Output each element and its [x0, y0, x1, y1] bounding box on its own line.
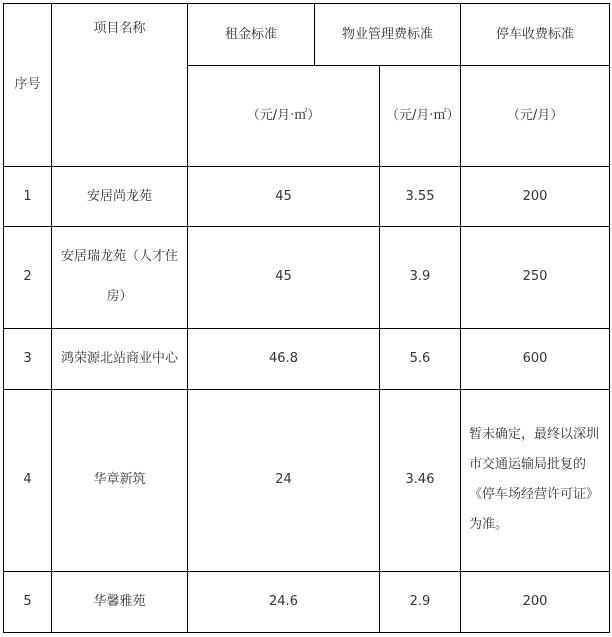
row-property-fee: 2.9	[380, 571, 461, 632]
row-property-fee: 3.55	[380, 167, 461, 227]
row-index: 3	[4, 328, 52, 389]
table-row	[4, 328, 610, 389]
header-row-top	[4, 4, 610, 66]
row-index: 5	[4, 571, 52, 632]
header-rent: 租金标准	[188, 4, 315, 66]
row-parking-fee: 暂未确定，最终以深圳市交通运输局批复的《停车场经营许可证》为准。	[461, 389, 610, 571]
header-parking-unit: （元/月）	[461, 66, 610, 167]
row-rent: 24.6	[188, 571, 380, 632]
row-project-name: 安居尚龙苑	[52, 167, 188, 227]
row-project-name: 安居瑞龙苑（人才住房）	[52, 227, 188, 328]
row-rent: 46.8	[188, 328, 380, 389]
row-rent: 45	[188, 227, 380, 328]
row-parking-fee: 600	[461, 328, 610, 389]
table-row	[4, 167, 610, 227]
fee-standards-table	[3, 3, 610, 633]
row-index: 2	[4, 227, 52, 328]
row-property-fee: 5.6	[380, 328, 461, 389]
header-property-unit: （元/月·㎡）	[380, 66, 461, 167]
table-row	[4, 389, 610, 571]
row-property-fee: 3.9	[380, 227, 461, 328]
row-parking-fee: 200	[461, 571, 610, 632]
header-project-name: 项目名称	[52, 4, 188, 167]
row-index: 1	[4, 167, 52, 227]
row-rent: 45	[188, 167, 380, 227]
header-rent-unit: （元/月·㎡）	[188, 66, 380, 167]
row-parking-fee: 250	[461, 227, 610, 328]
row-project-name: 华章新筑	[52, 389, 188, 571]
row-parking-fee: 200	[461, 167, 610, 227]
table-row	[4, 227, 610, 328]
row-project-name: 华馨雅苑	[52, 571, 188, 632]
row-rent: 24	[188, 389, 380, 571]
row-project-name: 鸿荣源北站商业中心	[52, 328, 188, 389]
table-row	[4, 571, 610, 632]
row-property-fee: 3.46	[380, 389, 461, 571]
header-index: 序号	[4, 4, 52, 167]
header-parking-fee: 停车收费标准	[461, 4, 610, 66]
header-property-fee: 物业管理费标准	[315, 4, 461, 66]
row-index: 4	[4, 389, 52, 571]
